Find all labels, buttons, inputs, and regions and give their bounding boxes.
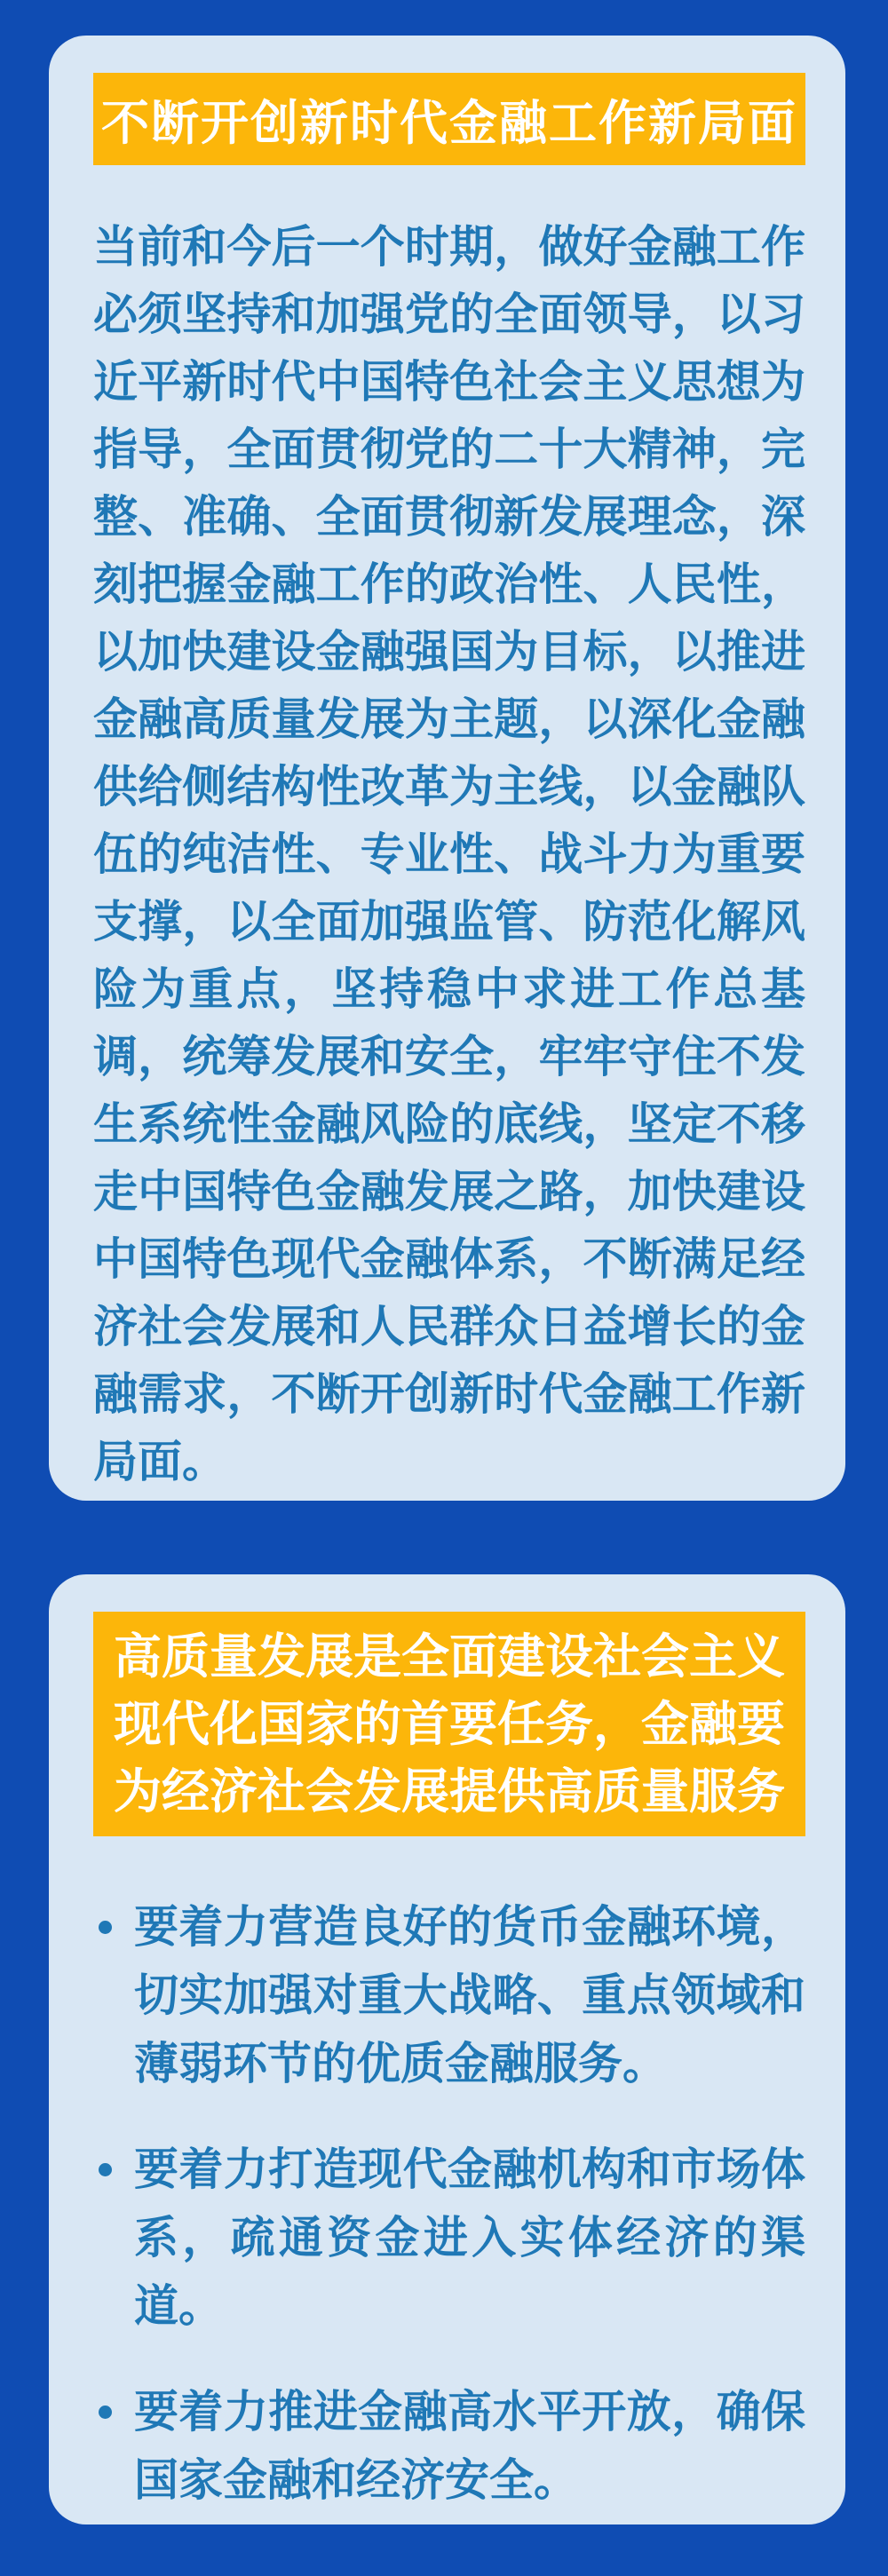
section1-header-banner [93,73,805,165]
section1-title: 不断开创新时代金融工作新局面 [101,96,797,150]
list-item [93,1893,805,2098]
bullet-list [93,1893,805,2515]
section-card-2 [49,1574,845,2524]
section2-header-banner [93,1612,805,1836]
section1-paragraph: 当前和今后一个时期，做好金融工作必须坚持和加强党的全面领导，以习近平新时代中国特色社会主义思想为指导，全面贯彻党的二十大精神，完整、准确、全面贯彻新发展理念，深刻把握金融工作的政治性、人民性，以加快建设金融强国为目标，以推进金融高质量发展为主题，以深化金融供给侧结构性改革为主线，以金融队伍的纯洁性、专业性、战斗力为重要支撑，以全面加强监管、防范化解风险为重点，坚持稳中求进工作总基调，统筹发展和安全，牢牢守住不发生系统性金融风险的底线，坚定不移走中国特色金融发展之路，加快建设中国特色现代金融体系，不断满足经济社会发展和人民群众日益增长的金融需求，不断开创新时代金融工作新局面。 [93,222,805,1486]
list-item [93,2136,805,2341]
bullet-text: 要着力营造良好的货币金融环境，切实加强对重大战略、重点领域和薄弱环节的优质金融服务。 [134,1902,805,2089]
bullet-text: 要着力推进金融高水平开放，确保国家金融和经济安全。 [134,2387,805,2505]
section-card-1 [49,36,845,1501]
bullet-dot-icon [99,1921,112,1934]
list-item [93,2378,805,2515]
bullet-text: 要着力打造现代金融机构和市场体系，疏通资金进入实体经济的渠道。 [134,2144,805,2331]
bullet-dot-icon [99,2163,112,2176]
bullet-dot-icon [99,2406,112,2419]
section2-title: 高质量发展是全面建设社会主义现代化国家的首要任务，金融要为经济社会发展提供高质量服务 [114,1629,785,1819]
